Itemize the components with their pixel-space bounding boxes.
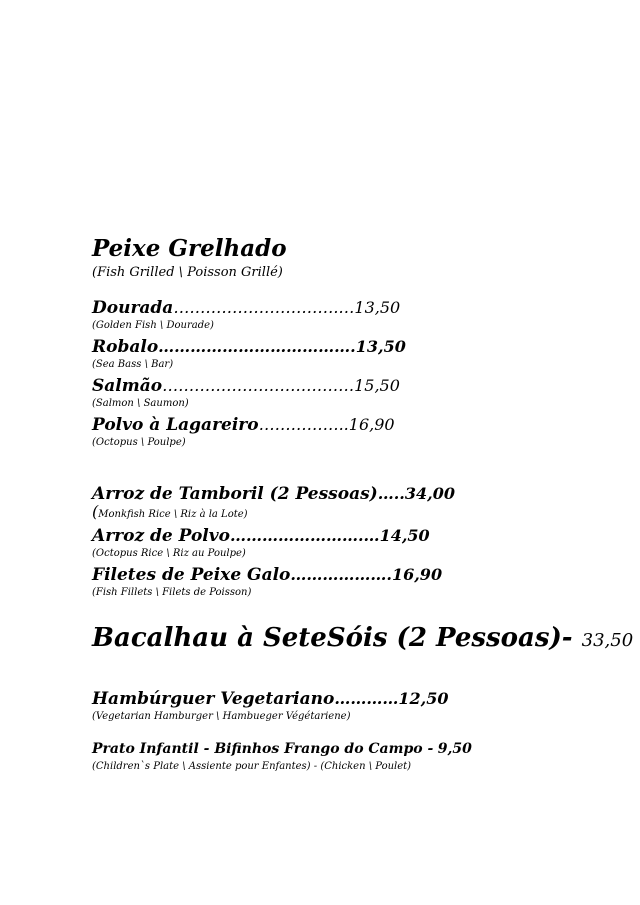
item-name: Arroz de Polvo	[92, 526, 230, 546]
item-price: 14,50	[379, 526, 430, 545]
item-price: 16,90	[391, 565, 443, 584]
translation-text: Monkfish Rice \ Riz à la Lote)	[98, 509, 248, 520]
item-name: Arroz de Tamboril (2 Pessoas)	[92, 484, 378, 504]
section-title-grilled-fish: Peixe Grelhado	[92, 235, 287, 262]
item-name: Robalo	[92, 337, 159, 357]
item-translation: (Children`s Plate \ Assiente pour Enfantes) - (Chicken \ Poulet)	[92, 761, 412, 772]
item-name: Polvo à Lagareiro	[92, 415, 259, 435]
item-dots: ……………..	[258, 415, 349, 434]
translation-open-paren: (	[92, 502, 99, 521]
section-subtitle-grilled-fish: (Fish Grilled \ Poisson Grillé)	[92, 265, 283, 280]
item-price: 9,50	[437, 741, 472, 757]
menu-item-polvo-lagareiro	[92, 414, 612, 450]
item-dots: ……………………………….	[158, 337, 356, 356]
item-price: 13,50	[355, 337, 406, 356]
item-dots: ………………………………	[162, 376, 355, 395]
item-translation: (Octopus Rice \ Riz au Poulpe)	[92, 548, 246, 559]
item-translation: (Vegetarian Hamburger \ Hambueger Végétariene)	[92, 711, 351, 722]
menu-item-prato-infantil	[92, 739, 612, 774]
item-dots: ………………………….…	[173, 298, 355, 317]
item-name: Prato Infantil - Bifinhos Frango do Campo -	[92, 741, 434, 757]
item-price: 16,90	[348, 415, 395, 434]
item-price: 13,50	[354, 298, 401, 317]
menu-item-arroz-polvo	[92, 525, 612, 561]
item-name: Dourada	[92, 298, 174, 318]
item-name: Salmão	[92, 376, 163, 396]
menu-content	[92, 234, 634, 777]
item-translation: (Fish Fillets \ Filets de Poisson)	[92, 587, 252, 598]
menu-item-filetes-peixe-galo	[92, 564, 612, 600]
item-price: 12,50	[398, 689, 449, 708]
item-translation: (Golden Fish \ Dourade)	[92, 320, 214, 331]
item-price: 15,50	[354, 376, 400, 395]
item-dots: …..	[377, 484, 405, 503]
item-translation: (Octopus \ Poulpe)	[92, 437, 186, 448]
item-translation	[92, 502, 612, 522]
menu-item-dourada	[92, 297, 612, 333]
item-dots: …………………….…	[229, 526, 380, 545]
menu-item-arroz-tamboril	[92, 483, 612, 522]
item-translation: (Salmon \ Saumon)	[92, 398, 189, 409]
menu-item-hamburguer-vegetariano	[92, 688, 612, 724]
item-name: Hambúrguer Vegetariano	[92, 689, 335, 709]
special-dish-bacalhau	[92, 621, 634, 658]
item-name: Filetes de Peixe Galo	[92, 565, 291, 585]
item-dots: ……………….	[290, 565, 392, 584]
menu-item-robalo	[92, 336, 612, 372]
menu-item-salmao	[92, 375, 612, 411]
special-dish-name: Bacalhau à SeteSóis (2 Pessoas)-	[92, 623, 573, 653]
item-translation: (Sea Bass \ Bar)	[92, 359, 174, 370]
special-dish-price: 33,50	[581, 630, 634, 651]
item-price: 34,00	[404, 484, 455, 503]
item-dots: …………	[334, 689, 399, 708]
